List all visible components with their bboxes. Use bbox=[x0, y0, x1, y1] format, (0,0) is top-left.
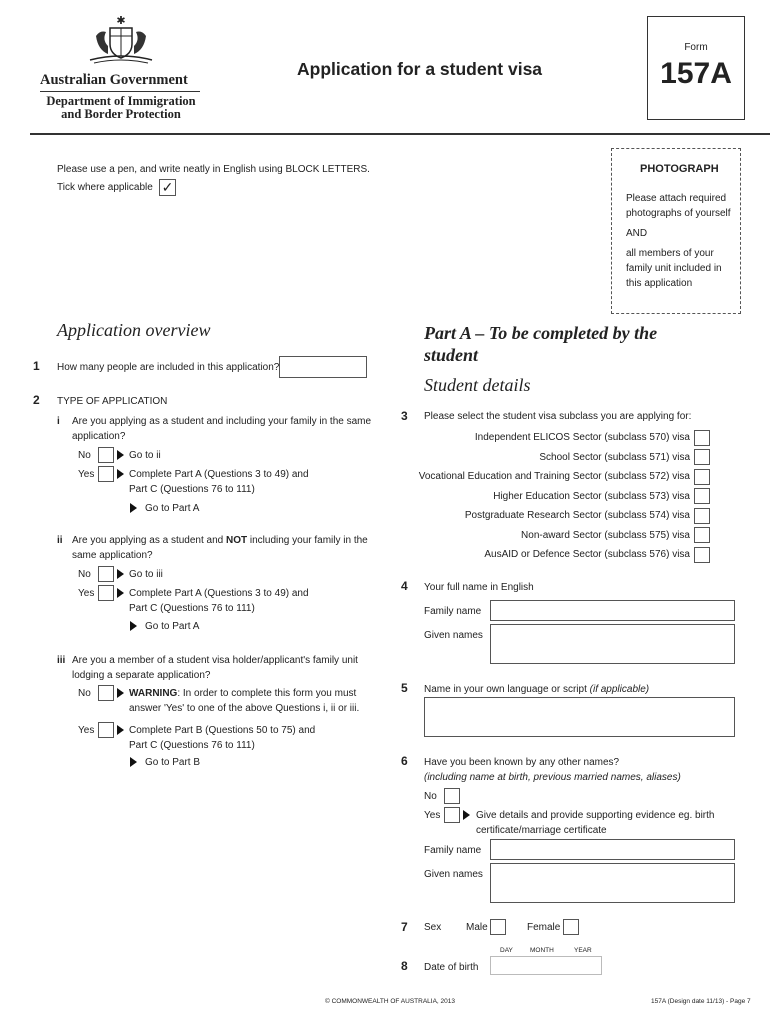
arrow-right-icon bbox=[117, 725, 124, 735]
q4-family-label: Family name bbox=[424, 606, 482, 617]
visa-option bbox=[410, 467, 710, 487]
q2i-yes-line1: Complete Part A (Questions 3 to 49) and bbox=[129, 469, 309, 480]
q6-family-label: Family name bbox=[424, 845, 482, 856]
tick-example-box bbox=[159, 179, 176, 196]
student-details-heading: Student details bbox=[424, 375, 531, 395]
visa-subclass-list bbox=[410, 428, 710, 565]
q2iii-yes-goto: Go to Part B bbox=[145, 757, 201, 768]
q6-yes-text: Give details and provide supporting evidence eg. birth certificate/marriage certificate bbox=[476, 810, 715, 836]
q7-number: 7 bbox=[401, 920, 408, 934]
check-icon: ✓ bbox=[161, 179, 174, 195]
q2iii-warning bbox=[129, 686, 369, 716]
q2ii-yes-line1: Complete Part A (Questions 3 to 49) and bbox=[129, 588, 309, 599]
q2iii-no-checkbox[interactable] bbox=[98, 685, 114, 701]
q6-yes-label: Yes bbox=[424, 810, 441, 821]
arrow-right-icon bbox=[130, 621, 137, 631]
form-label: Form bbox=[684, 42, 708, 53]
arrow-right-icon bbox=[117, 469, 124, 479]
photograph-box bbox=[611, 148, 741, 314]
visa-option-checkbox[interactable] bbox=[694, 449, 710, 465]
q6-yes-checkbox[interactable] bbox=[444, 807, 460, 823]
visa-option bbox=[410, 448, 710, 468]
visa-option-label: School Sector (subclass 571) visa bbox=[539, 451, 690, 463]
q2iii-text: Are you a member of a student visa holder/applicant's family unit lodging a separate application? bbox=[72, 655, 358, 681]
q6-text-italic: (including name at birth, previous married names, aliases) bbox=[424, 772, 681, 783]
q6-text: Have you been known by any other names? bbox=[424, 757, 620, 768]
footer-page: 157A (Design date 11/13) - Page 7 bbox=[651, 998, 751, 1005]
dept-line1: Department of Immigration bbox=[46, 94, 196, 108]
q6-no-label: No bbox=[424, 791, 437, 802]
q2ii-text-bold: NOT bbox=[226, 535, 248, 546]
q5-text-main: Name in your own language or script bbox=[424, 684, 590, 695]
female-checkbox[interactable] bbox=[563, 919, 579, 935]
arrow-right-icon bbox=[130, 757, 137, 767]
visa-option-label: Vocational Education and Training Sector (subclass 572) visa bbox=[418, 471, 690, 483]
male-checkbox[interactable] bbox=[490, 919, 506, 935]
instructions-line: Please use a pen, and write neatly in English using BLOCK LETTERS. bbox=[57, 164, 370, 175]
q4-text: Your full name in English bbox=[424, 582, 534, 593]
q2ii-yes-label: Yes bbox=[78, 588, 95, 599]
female-label: Female bbox=[527, 922, 561, 933]
q2-number: 2 bbox=[33, 393, 40, 407]
q4-given-label: Given names bbox=[424, 630, 483, 641]
dept-line2: and Border Protection bbox=[61, 107, 181, 121]
q2iii-yes-label: Yes bbox=[78, 725, 95, 736]
visa-option-checkbox[interactable] bbox=[694, 508, 710, 524]
q2ii-label: ii bbox=[57, 535, 63, 546]
q7-text: Sex bbox=[424, 922, 442, 933]
photo-text3: all members of your family unit included in this application bbox=[626, 248, 722, 289]
dob-month-label: MONTH bbox=[530, 947, 554, 954]
male-label: Male bbox=[466, 922, 488, 933]
dept-name bbox=[40, 95, 202, 121]
warning-label: WARNING bbox=[129, 688, 178, 699]
q2ii-text-b: including your family in the same application? bbox=[72, 535, 368, 561]
visa-option bbox=[410, 545, 710, 565]
form-number-box bbox=[647, 16, 745, 120]
dob-input[interactable] bbox=[490, 956, 602, 975]
q5-text-italic: (if applicable) bbox=[589, 684, 650, 695]
visa-option-checkbox[interactable] bbox=[694, 430, 710, 446]
q2ii-no-checkbox[interactable] bbox=[98, 566, 114, 582]
q2i-text: Are you applying as a student and including your family in the same application? bbox=[72, 416, 372, 442]
other-given-names-input[interactable] bbox=[490, 863, 735, 903]
q2ii-text-a: Are you applying as a student and bbox=[72, 535, 226, 546]
visa-option-checkbox[interactable] bbox=[694, 488, 710, 504]
visa-option-checkbox[interactable] bbox=[694, 547, 710, 563]
arrow-right-icon bbox=[117, 569, 124, 579]
q2i-no-label: No bbox=[78, 450, 91, 461]
form-title: Application for a student visa bbox=[297, 59, 543, 79]
native-name-input[interactable] bbox=[424, 697, 735, 737]
q2iii-yes-checkbox[interactable] bbox=[98, 722, 114, 738]
q2iii-label: iii bbox=[57, 655, 66, 666]
q2i-yes-label: Yes bbox=[78, 469, 95, 480]
visa-option bbox=[410, 428, 710, 448]
people-count-input[interactable] bbox=[279, 356, 367, 378]
q6-given-label: Given names bbox=[424, 869, 483, 880]
q1-text: How many people are included in this application? bbox=[57, 362, 280, 373]
q5-number: 5 bbox=[401, 681, 408, 695]
form-number: 157A bbox=[660, 57, 732, 90]
q2ii-text bbox=[72, 533, 372, 563]
q2iii-no-label: No bbox=[78, 688, 91, 699]
visa-option-label: Non-award Sector (subclass 575) visa bbox=[521, 529, 690, 541]
q2i-label: i bbox=[57, 416, 60, 427]
visa-option-label: Higher Education Sector (subclass 573) visa bbox=[493, 490, 690, 502]
q4-number: 4 bbox=[401, 579, 408, 593]
dob-year-label: YEAR bbox=[574, 947, 592, 954]
q2ii-yes-line2: Part C (Questions 76 to 111) bbox=[129, 603, 255, 614]
photo-text1: Please attach required photographs of yourself bbox=[626, 193, 731, 219]
q2i-yes-checkbox[interactable] bbox=[98, 466, 114, 482]
q2ii-yes-checkbox[interactable] bbox=[98, 585, 114, 601]
q1-number: 1 bbox=[33, 359, 40, 373]
q2i-no-goto: Go to ii bbox=[129, 450, 161, 461]
q8-number: 8 bbox=[401, 959, 408, 973]
visa-option-label: AusAID or Defence Sector (subclass 576) visa bbox=[484, 549, 690, 561]
given-names-input[interactable] bbox=[490, 624, 735, 664]
q2ii-no-goto: Go to iii bbox=[129, 569, 163, 580]
dob-day-label: DAY bbox=[500, 947, 513, 954]
q2i-no-checkbox[interactable] bbox=[98, 447, 114, 463]
visa-option-checkbox[interactable] bbox=[694, 527, 710, 543]
q2i-yes-line2: Part C (Questions 76 to 111) bbox=[129, 484, 255, 495]
visa-option bbox=[410, 506, 710, 526]
q2i-yes-goto: Go to Part A bbox=[145, 503, 200, 514]
part-a-heading: Part A – To be completed by the student bbox=[424, 323, 658, 365]
other-family-name-input[interactable] bbox=[490, 839, 735, 860]
arrow-right-icon bbox=[117, 688, 124, 698]
q3-text: Please select the student visa subclass you are applying for: bbox=[424, 411, 692, 422]
svg-text:✱: ✱ bbox=[116, 15, 126, 27]
arrow-right-icon bbox=[117, 588, 124, 598]
q2ii-no-label: No bbox=[78, 569, 91, 580]
q2iii-yes-line1: Complete Part B (Questions 50 to 75) and bbox=[129, 725, 316, 736]
visa-option-label: Independent ELICOS Sector (subclass 570) visa bbox=[474, 432, 690, 444]
q5-text bbox=[424, 682, 649, 697]
tick-label: Tick where applicable bbox=[57, 182, 153, 193]
header-rule bbox=[30, 133, 770, 135]
gov-name: Australian Government bbox=[40, 72, 188, 88]
visa-option bbox=[410, 487, 710, 507]
footer-copyright: © COMMONWEALTH OF AUSTRALIA, 2013 bbox=[325, 998, 455, 1005]
q3-number: 3 bbox=[401, 409, 408, 423]
header-rule-small bbox=[40, 91, 200, 92]
arrow-right-icon bbox=[463, 810, 470, 820]
coat-of-arms bbox=[80, 14, 162, 66]
q2-title: TYPE OF APPLICATION bbox=[57, 396, 168, 407]
family-name-input[interactable] bbox=[490, 600, 735, 621]
arrow-right-icon bbox=[117, 450, 124, 460]
visa-option-checkbox[interactable] bbox=[694, 469, 710, 485]
visa-option bbox=[410, 526, 710, 546]
q2ii-yes-goto: Go to Part A bbox=[145, 621, 200, 632]
warning-text: : In order to complete this form you must answer 'Yes' to one of the above Questions i, ii or iii. bbox=[129, 688, 360, 714]
visa-option-label: Postgraduate Research Sector (subclass 574) visa bbox=[464, 510, 690, 522]
q6-number: 6 bbox=[401, 754, 408, 768]
photo-text2: AND bbox=[626, 228, 648, 239]
photo-title: PHOTOGRAPH bbox=[640, 163, 719, 175]
q6-no-checkbox[interactable] bbox=[444, 788, 460, 804]
q2iii-yes-line2: Part C (Questions 76 to 111) bbox=[129, 740, 255, 751]
q8-text: Date of birth bbox=[424, 962, 479, 973]
application-overview-heading: Application overview bbox=[57, 320, 211, 340]
arrow-right-icon bbox=[130, 503, 137, 513]
